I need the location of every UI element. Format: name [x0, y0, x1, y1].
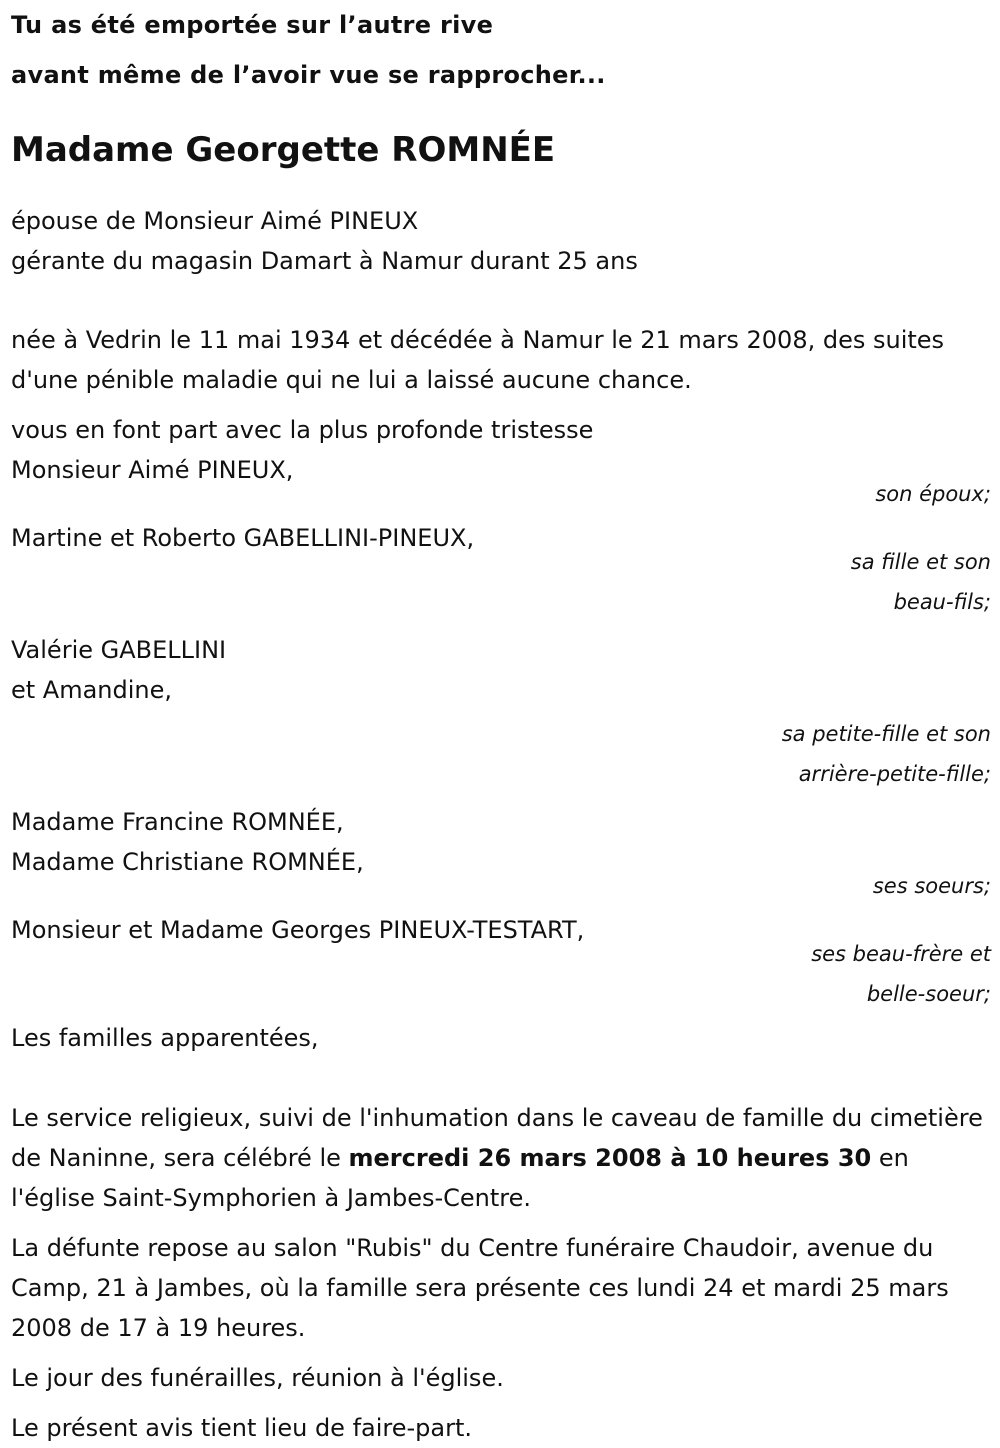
service-paragraph — [11, 1098, 991, 1218]
family-relation: arrière-petite-fille; — [798, 762, 991, 786]
family-relation: son époux; — [875, 482, 991, 506]
family-member-group — [11, 802, 991, 906]
meeting-line: Le jour des funérailles, réunion à l'église. — [11, 1364, 504, 1392]
family-member-name: et Amandine, — [11, 676, 173, 704]
service-text-1: Le service religieux, suivi de l'inhumation dans le caveau de famille du cimetière de Naninne, sera célébré le — [11, 1104, 983, 1172]
viewing-paragraph: La défunte repose au salon "Rubis" du Centre funéraire Chaudoir, avenue du Camp, 21 à Jambes, où la famille sera présente ces lundi 24 et mardi 25 mars 2008 de 17 à 19 heures. — [11, 1234, 949, 1342]
service-date: mercredi 26 mars 2008 à 10 heures 30 — [348, 1144, 872, 1172]
service-text-2: en l'église Saint-Symphorien à Jambes-Centre. — [11, 1144, 909, 1212]
family-relation: sa petite-fille et son — [781, 722, 991, 746]
family-member-group — [11, 630, 991, 794]
family-relation: sa fille et son — [850, 550, 991, 574]
birth-death-paragraph: née à Vedrin le 11 mai 1934 et décédée à Namur le 21 mars 2008, des suites d'une pénible maladie qui ne lui a laissé aucune chance. — [11, 326, 945, 394]
deceased-name: Madame Georgette ROMNÉE — [11, 130, 556, 170]
notice-line: Le présent avis tient lieu de faire-part. — [11, 1414, 473, 1442]
families-line: Les familles apparentées, — [11, 1024, 319, 1052]
family-relation: ses soeurs; — [872, 874, 991, 898]
family-member-group — [11, 910, 991, 1014]
job-line: gérante du magasin Damart à Namur durant 25 ans — [11, 247, 638, 275]
epigraph-line-1: Tu as été emportée sur l’autre rive — [11, 11, 494, 39]
family-member-group — [11, 450, 991, 514]
deceased-info — [11, 201, 991, 281]
family-member-name: Madame Francine ROMNÉE, — [11, 808, 344, 836]
family-member-group — [11, 518, 991, 622]
family-member-name: Martine et Roberto GABELLINI-PINEUX, — [11, 524, 475, 552]
family-member-name: Valérie GABELLINI — [11, 636, 227, 664]
family-member-name: Madame Christiane ROMNÉE, — [11, 848, 364, 876]
spouse-line: épouse de Monsieur Aimé PINEUX — [11, 207, 419, 235]
family-relation: belle-soeur; — [866, 982, 991, 1006]
family-relation: beau-fils; — [893, 590, 991, 614]
family-relation: ses beau-frère et — [811, 942, 991, 966]
family-member-name: Monsieur Aimé PINEUX, — [11, 456, 294, 484]
epigraph-line-2: avant même de l’avoir vue se rapprocher... — [11, 61, 606, 89]
family-member-name: Monsieur et Madame Georges PINEUX-TESTART, — [11, 916, 585, 944]
obituary-document — [11, 0, 991, 1448]
announcement-line: vous en font part avec la plus profonde tristesse — [11, 416, 594, 444]
